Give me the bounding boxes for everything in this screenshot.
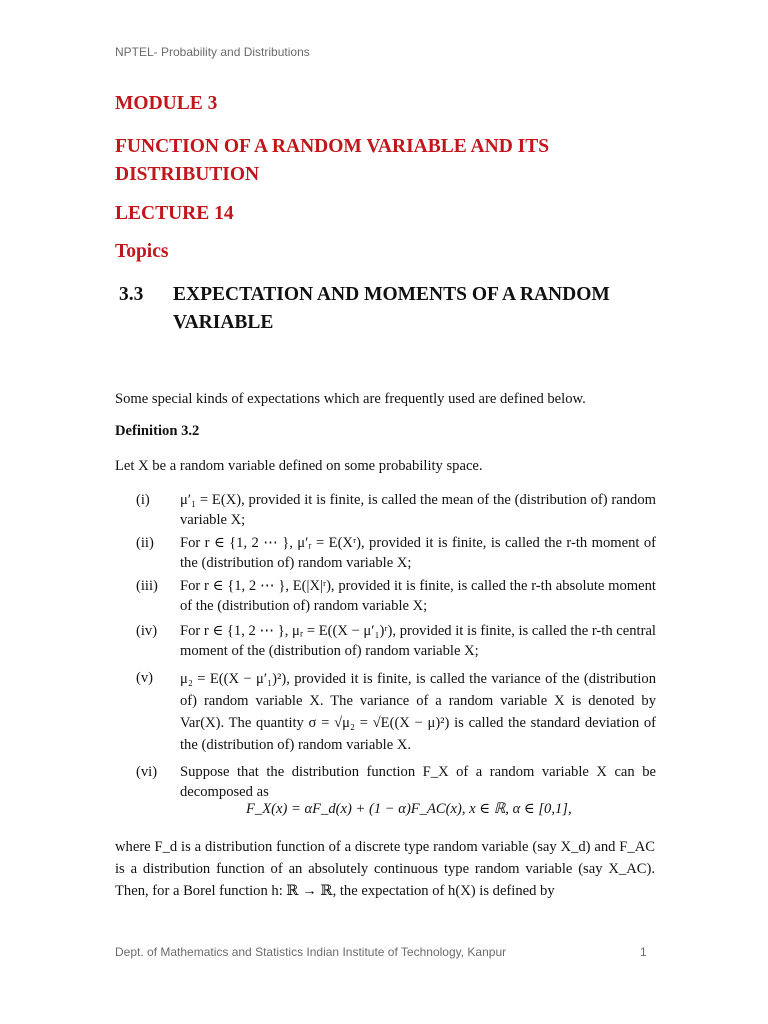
section-number: 3.3 [119, 284, 144, 305]
page-footer: Dept. of Mathematics and Statistics Indian Institute of Technology, Kanpur [115, 945, 507, 959]
module-heading: MODULE 3 [115, 93, 218, 114]
item-text: For r ∈ {1, 2 ⋯ }, E(|X|ʳ), provided it is finite, is called the r-th absolute moment of the (distribution of) random variable X; [180, 578, 656, 614]
lecture-heading: LECTURE 14 [115, 203, 234, 224]
page-number: 1 [640, 945, 647, 959]
decomposition-formula: F_X(x) = αF_d(x) + (1 − α)F_AC(x), x ∈ ℝ, α ∈ [0,1], [246, 801, 572, 817]
item-label: (ii) [136, 535, 154, 551]
item-text: μ′₁ = E(X), provided it is finite, is called the mean of the (distribution of) random variable X; [180, 492, 656, 528]
item-text: For r ∈ {1, 2 ⋯ }, μ′ᵣ = E(Xʳ), provided it is finite, is called the r-th moment of the (distribution of) random variable X; [180, 535, 656, 571]
topics-heading: Topics [115, 241, 169, 262]
item-text: μ₂ = E((X − μ′₁)²), provided it is finite, is called the variance of the (distribution of) random variable X. The variance of a random variable X is denoted by Var(X). The quantity σ = √μ₂ = √E((X − μ)²) is called the standard deviation of the (distribution of) random variable X. [180, 671, 656, 753]
item-label: (iii) [136, 578, 158, 594]
item-label: (vi) [136, 764, 158, 780]
definition-lead: Let X be a random variable defined on some probability space. [115, 458, 483, 474]
item-text: For r ∈ {1, 2 ⋯ }, μᵣ = E((X − μ′₁)ʳ), provided it is finite, is called the r-th central moment of the (distribution of) random variable X; [180, 623, 656, 659]
section-title: EXPECTATION AND MOMENTS OF A RANDOM VARIABLE [173, 284, 610, 333]
item-label: (i) [136, 492, 150, 508]
item-label: (iv) [136, 623, 158, 639]
closing-paragraph: where F_d is a distribution function of a discrete type random variable (say X_d) and F_AC is a distribution function of an absolutely continuous type random variable (say X_AC). Then, for a Borel function h: ℝ → ℝ, the expectation of h(X) is defined by [115, 839, 655, 899]
item-label: (v) [136, 670, 154, 686]
page-header: NPTEL- Probability and Distributions [115, 45, 310, 59]
module-title: FUNCTION OF A RANDOM VARIABLE AND ITS DISTRIBUTION [115, 136, 550, 185]
intro-paragraph: Some special kinds of expectations which are frequently used are defined below. [115, 391, 586, 407]
item-text: Suppose that the distribution function F_X of a random variable X can be decomposed as [180, 764, 656, 800]
definition-heading: Definition 3.2 [115, 423, 200, 439]
